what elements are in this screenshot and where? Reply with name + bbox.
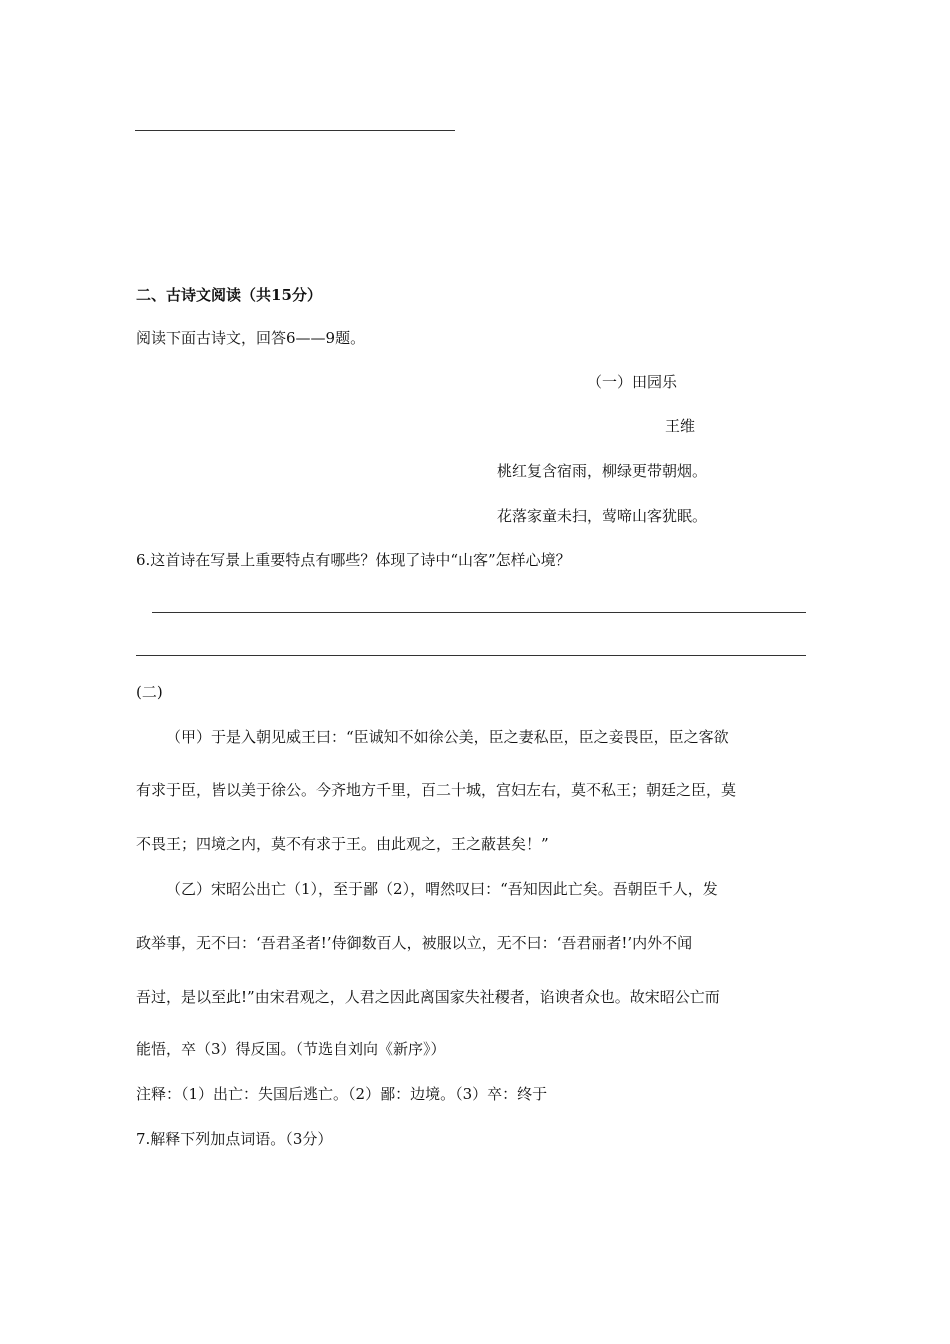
section-instruction: 阅读下面古诗文，回答6——9题。 xyxy=(136,329,366,347)
passage-yi-line-3: 吾过，是以至此!”由宋君观之，人君之因此离国家失社稷者，谄谀者众也。故宋昭公亡而 xyxy=(136,988,720,1006)
poem-title: （一）田园乐 xyxy=(587,373,678,391)
answer-line-q6-1 xyxy=(152,612,806,613)
question-6: 6.这首诗在写景上重要特点有哪些？体现了诗中“山客”怎样心境？ xyxy=(136,551,571,569)
passage-2-label: (二) xyxy=(136,683,163,701)
passage-jia-line-3: 不畏王；四境之内，莫不有求于王。由此观之，王之蔽甚矣！” xyxy=(136,835,549,853)
passage-jia-line-2: 有求于臣，皆以美于徐公。今齐地方千里，百二十城，宫妇左右，莫不私王；朝廷之臣，莫 xyxy=(136,781,737,799)
passage-yi-line-4: 能悟，卒（3）得反国。（节选自刘向《新序》） xyxy=(136,1040,446,1058)
passage-yi-line-2: 政举事，无不曰：‘吾君圣者!’侍御数百人，被服以立，无不曰：‘吾君丽者!’内外不闻 xyxy=(136,934,693,952)
annotation-notes: 注释：（1）出亡：失国后逃亡。（2）鄙：边境。（3）卒：终于 xyxy=(136,1085,548,1103)
poem-line-1: 桃红复含宿雨，柳绿更带朝烟。 xyxy=(497,462,708,480)
answer-line-top xyxy=(135,130,455,131)
passage-jia-line-1: （甲）于是入朝见威王曰：“臣诚知不如徐公美，臣之妻私臣，臣之妾畏臣，臣之客欲 xyxy=(166,728,729,746)
question-7: 7.解释下列加点词语。（3分） xyxy=(136,1130,333,1148)
answer-line-q6-2 xyxy=(136,655,806,656)
passage-yi-line-1: （乙）宋昭公出亡（1），至于鄙（2），喟然叹曰：“吾知因此亡矣。吾朝臣千人，发 xyxy=(166,880,718,898)
poem-line-2: 花落家童未扫，莺啼山客犹眠。 xyxy=(497,507,708,525)
section-heading: 二、古诗文阅读（共15分） xyxy=(136,286,322,304)
poem-author: 王维 xyxy=(665,417,696,435)
